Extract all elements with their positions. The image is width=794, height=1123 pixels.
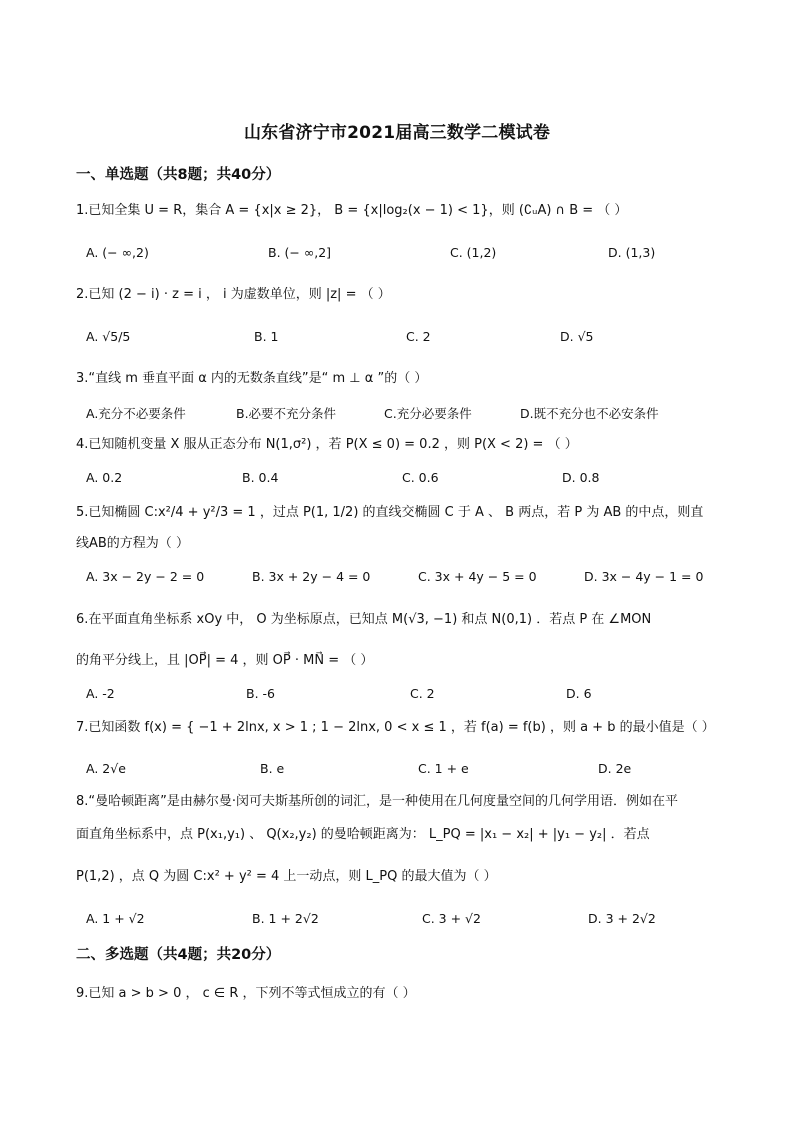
question-4-option-d: D. 0.8 [562,470,600,485]
question-7-option-d: D. 2e [598,761,632,776]
question-8-option-d: D. 3 + 2√2 [588,911,656,926]
question-3-option-b: B.必要不充分条件 [236,406,337,421]
question-6-stem-continued: 的角平分线上，且 |OP⃗| = 4 ，则 OP⃗ · MN⃗ = （ ） [76,653,374,668]
question-6-options [86,686,726,704]
question-2-stem: 2.已知 (2 − i) · z = i ， i 为虚数单位，则 |z| = （ ） [76,287,391,302]
question-6-option-d: D. 6 [566,686,592,701]
question-1-option-b: B. (− ∞,2] [268,245,332,260]
question-4-stem: 4.已知随机变量 X 服从正态分布 N(1,σ²) ，若 P(X ≤ 0) = 0.2 ，则 P(X < 2) = （ ） [76,437,578,452]
question-7-option-b: B. e [260,761,285,776]
question-5-stem: 5.已知椭圆 C:x²/4 + y²/3 = 1 ，过点 P(1, 1/2) 的直线交椭圆 C 于 A 、 B 两点，若 P 为 AB 的中点，则直 [76,505,704,520]
question-8-stem-continued-2: P(1,2) ，点 Q 为圆 C:x² + y² = 4 上一动点，则 L_PQ 的最大值为（ ） [76,869,497,884]
question-4-option-a: A. 0.2 [86,470,123,485]
question-8-stem-continued: 面直角坐标系中，点 P(x₁,y₁) 、 Q(x₂,y₂) 的曼哈顿距离为： L_PQ = |x₁ − x₂| + |y₁ − y₂| ．若点 [76,827,650,842]
question-5-option-b: B. 3x + 2y − 4 = 0 [252,569,371,584]
question-1-option-c: C. (1,2) [450,245,497,260]
question-7-stem: 7.已知函数 f(x) = { −1 + 2lnx, x > 1 ; 1 − 2lnx, 0 < x ≤ 1 ，若 f(a) = f(b) ，则 a + b 的最小值是（ ） [76,720,715,735]
question-4-option-c: C. 0.6 [402,470,439,485]
question-3-option-d: D.既不充分也不必安条件 [520,406,659,421]
question-3-option-a: A.充分不必要条件 [86,406,186,421]
question-4-option-b: B. 0.4 [242,470,279,485]
question-1-options [86,245,726,263]
section-heading-single-choice: 一、单选题（共8题；共40分） [76,167,281,183]
section-heading-multi-choice: 二、多选题（共4题；共20分） [76,947,281,963]
question-5-option-a: A. 3x − 2y − 2 = 0 [86,569,205,584]
question-3-stem: 3.“直线 m 垂直平面 α 内的无数条直线”是“ m ⊥ α ”的（ ） [76,371,428,386]
question-5-stem-continued: 线AB的方程为（ ） [76,536,189,551]
question-8-option-a: A. 1 + √2 [86,911,145,926]
question-2-option-a: A. √5/5 [86,329,131,344]
question-6-option-a: A. -2 [86,686,115,701]
question-2-options [86,329,726,347]
question-1-option-a: A. (− ∞,2) [86,245,149,260]
question-3-options [86,404,726,422]
question-9-stem: 9.已知 a > b > 0 ， c ∈ R ，下列不等式恒成立的有（ ） [76,986,416,1001]
question-1-stem: 1.已知全集 U = R，集合 A = {x|x ≥ 2}， B = {x|log₂(x − 1) < 1}，则 (∁ᵤA) ∩ B = （ ） [76,203,628,218]
question-2-option-b: B. 1 [254,329,279,344]
question-5-option-d: D. 3x − 4y − 1 = 0 [584,569,704,584]
question-3-option-c: C.充分必要条件 [384,406,472,421]
question-6-option-b: B. -6 [246,686,275,701]
question-8-stem: 8.“曼哈顿距离”是由赫尔曼·闵可夫斯基所创的词汇，是一种使用在几何度量空间的几何学用语．例如在平 [76,794,679,809]
question-6-stem: 6.在平面直角坐标系 xOy 中， O 为坐标原点，已知点 M(√3, −1) 和点 N(0,1) ．若点 P 在 ∠MON [76,612,652,627]
question-2-option-c: C. 2 [406,329,431,344]
question-2-option-d: D. √5 [560,329,594,344]
question-1-option-d: D. (1,3) [608,245,656,260]
question-8-option-c: C. 3 + √2 [422,911,481,926]
question-7-option-a: A. 2√e [86,761,126,776]
question-8-option-b: B. 1 + 2√2 [252,911,319,926]
question-5-option-c: C. 3x + 4y − 5 = 0 [418,569,537,584]
question-7-option-c: C. 1 + e [418,761,469,776]
question-4-options [86,470,726,488]
question-6-option-c: C. 2 [410,686,435,701]
question-8-options [86,911,726,929]
question-5-options [86,569,726,587]
page-title: 山东省济宁市2021届高三数学二模试卷 [243,123,551,143]
question-7-options [86,761,726,779]
